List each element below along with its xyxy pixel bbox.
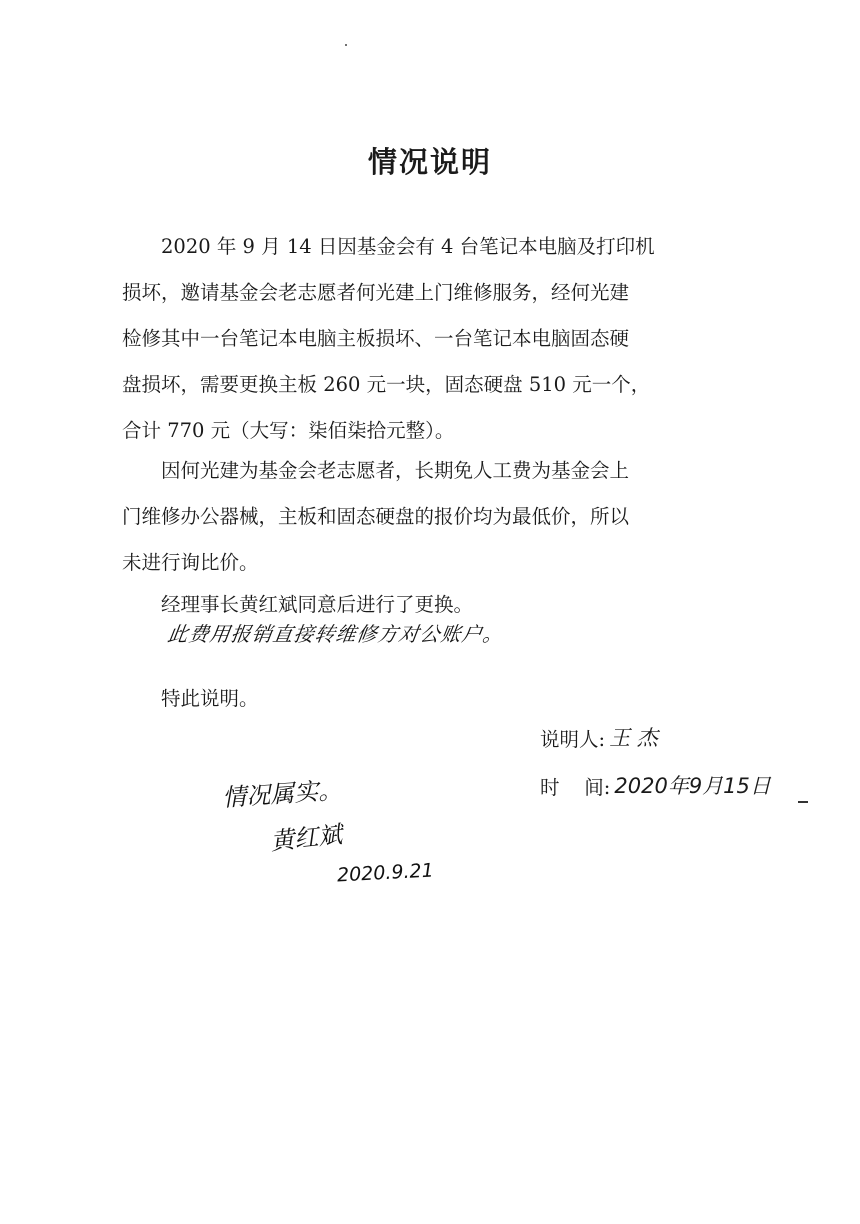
- paragraph-2-line: 门维修办公器械，主板和固态硬盘的报价均为最低价，所以: [122, 505, 630, 528]
- handwritten-note: 此费用报销直接转维修方对公账户。: [166, 622, 506, 646]
- paragraph-1-line: 合计 770 元（大写：柒佰柒拾元整）。: [122, 419, 455, 442]
- scan-speck: [345, 44, 347, 46]
- approval-note: 情况属实。: [221, 775, 344, 813]
- paragraph-1-line: 检修其中一台笔记本电脑主板损坏、一台笔记本电脑固态硬: [122, 327, 630, 350]
- paragraph-1-line: 盘损坏，需要更换主板 260 元一块，固态硬盘 510 元一个，: [122, 373, 651, 396]
- paragraph-1-line: 损坏，邀请基金会老志愿者何光建上门维修服务，经何光建: [122, 281, 630, 304]
- explainer-label: 说明人:: [540, 728, 606, 751]
- closing-line: 特此说明。: [161, 687, 259, 710]
- paragraph-2-line: 未进行询比价。: [122, 551, 259, 574]
- closing-paragraph: [122, 676, 722, 722]
- paragraph-2: [122, 448, 722, 586]
- stray-mark: [798, 801, 808, 803]
- paragraph-1-line: 2020 年 9 月 14 日因基金会有 4 台笔记本电脑及打印机: [161, 235, 655, 258]
- paragraph-3-line: 经理事长黄红斌同意后进行了更换。: [161, 593, 474, 616]
- time-signature: [540, 770, 771, 800]
- approval-date: 2020.9.21: [336, 859, 435, 887]
- time-value-handwritten: 2020年9月15日: [614, 774, 771, 798]
- time-label: 时 间:: [540, 776, 611, 799]
- page-title: 情况说明: [367, 145, 492, 179]
- explainer-signature: [540, 722, 658, 752]
- paragraph-2-line: 因何光建为基金会老志愿者，长期免人工费为基金会上: [161, 459, 630, 482]
- paragraph-1: [122, 224, 722, 454]
- approval-signature: 黄红斌: [268, 820, 344, 856]
- explainer-name-handwritten: 王 杰: [609, 726, 658, 750]
